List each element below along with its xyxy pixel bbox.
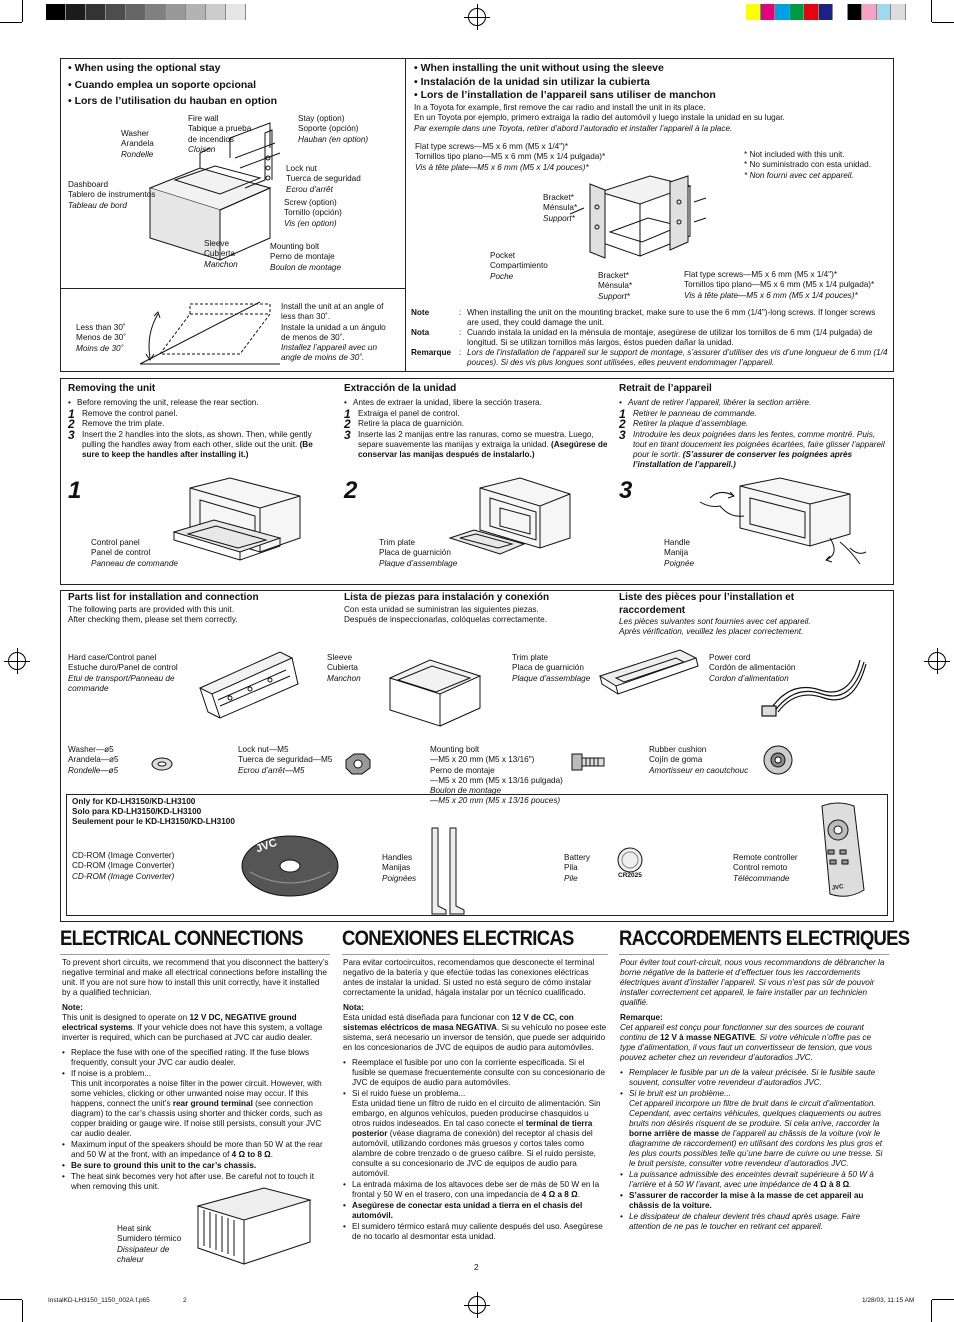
footer-file: InstalKD-LH3150_1150_002A f.p65 — [48, 1297, 150, 1304]
handles-drawing — [428, 826, 468, 916]
label-not-included: * Not included with this unit. * No suministrado con esta unidad. * Non fourni avec cet appareil. — [744, 150, 871, 180]
color-swatch — [848, 4, 863, 20]
lock-nut-drawing — [344, 752, 374, 776]
color-swatch — [206, 4, 226, 20]
color-swatch — [66, 4, 86, 20]
registration-mark-top — [468, 8, 486, 26]
bracket-diagram — [570, 172, 710, 282]
crop-mark — [932, 22, 954, 23]
label-bracket-2: Bracket* Ménsula* Support* — [598, 271, 633, 301]
label-bracket-1: Bracket* Ménsula* Support* — [543, 193, 578, 223]
step3-diagram — [700, 478, 870, 568]
stay-heading: • When using the optional stay • Cuando emplea un soporte opcional • Lors de l’utilisation du hauban en option — [68, 62, 278, 108]
parts-fr: Liste des pièces pour l’installation et raccordement Les pièces suivantes sont fournies avec cet appareil. Après vérification, veuillez les placer correctement. — [619, 592, 811, 636]
elec-title-en: ELECTRICAL CONNECTIONS — [60, 927, 303, 950]
crop-mark — [22, 0, 23, 22]
hard-case-drawing — [190, 648, 300, 728]
label-flat-screws-2: Flat type screws—M5 x 6 mm (M5 x 1/4")* Tornillos tipo plano—M5 x 6 mm (M5 x 1/4 pulgada)* Vis à tête plate—M5 x 6 mm (M5 x 1/4 pouces)* — [684, 270, 875, 300]
label-washer-5: Washer—ø5 Arandela—ø5 Rondelle—ø5 — [68, 745, 119, 775]
footer-file-page: 2 — [183, 1297, 187, 1304]
lh3150-only-heading: Only for KD-LH3150/KD-LH3100 Solo para KD-LH3150/KD-LH3100 Seulement pour le KD-LH3150/KD-LH3100 — [72, 797, 235, 826]
label-part-sleeve: Sleeve Cubierta Manchon — [327, 653, 361, 683]
elec-title-fr: RACCORDEMENTS ELECTRIQUES — [619, 927, 910, 950]
installation-divider — [405, 58, 406, 372]
heat-sink-drawing — [194, 1186, 314, 1266]
label-stay: Stay (option) Soporte (opción) Hauban (en option) — [298, 114, 369, 144]
registration-mark-left — [8, 652, 26, 670]
label-trim-plate: Trim plate Placa de guarnición Plaque d’assemblage — [379, 538, 458, 568]
mounting-bolt-drawing — [570, 748, 610, 778]
step-number-3: 3 — [619, 477, 633, 504]
color-swatch — [126, 4, 146, 20]
crop-mark — [0, 1299, 22, 1300]
step2-diagram — [440, 478, 580, 568]
label-mounting-bolt: Mounting bolt Perno de montaje Boulon de montage — [270, 242, 342, 272]
label-handles: Handles Manijas Poignées — [382, 853, 417, 883]
label-less-than-30: Less than 30˚ Menos de 30˚ Moins de 30˚ — [76, 323, 127, 353]
elec-fr: Pour éviter tout court-circuit, nous vous recommandons de débrancher la borne négative de la batterie et d’effectuer tous les raccordements électriques avant d’installer l’appareil. Si vous n’est pas sûr de pouvoir installer correctement cet appareil, le faire installer par un technicien qualifié. Remarque: Cet appareil est conçu pour fonctionner sur des sources de courant continu de 12 V à masse NEGATIVE. Si votre véhicule n’offre pas ce type d’alimentation, il vous faut un convertisseur de tension, que vous pouvez acheter chez un revendeur d’autoradios JVC. • Remplacer le fusible par un de la valeur précisée. Si le fusible saute souvent, consulter votre revendeur d’autoradios JVC. • Si le bruit est un problème... Cet appareil incorpore un filtre de bruit dans le circuit d’alimentation. Cependant, avec certains véhicules, quelques claquements ou autres bruits non désirés risquent de se produire. Si cela arrive, raccorder la borne arrière de masse de l’appareil au châssis de la voiture (voir le diagramme de raccordement) en utilisant des cordons les plus gros et les plus courts possibles telle qu’une barre de cuivre ou une tresse. Si le bruit persiste, consulter votre revendeur d’autoradios JVC. • La puissance admissible des enceintes devrait supérieure à 50 W à l’arrière et à 50 W l’avant, avec une impédance de 4 Ω à 8 Ω. • S’assurer de raccorder la mise à la masse de cet appareil au châssis de la voiture. • Le dissipateur de chaleur devient très chaud après usage. Faire attention de ne pas le toucher en retirant cet appareil. — [620, 958, 888, 1233]
trim-plate-drawing — [596, 650, 706, 710]
rubber-cushion-drawing — [760, 744, 800, 780]
step1-diagram — [170, 478, 310, 568]
crop-mark — [22, 1300, 23, 1322]
nosleeve-notes: Note : When installing the unit on the mounting bracket, make sure to use the 6 mm (1/4")-long screws. If longer screws are used, they could damage the unit. Nota : Cuando instala la unidad en la ménsula de montaje, asegúrese de utilizar los tornillos de 6 mm (1/4 pulgada) de longitud. Si se utilizan tornillos más largos, éstos pueden dañar la unidad. Remarque : Lors de l’installation de l’appareil sur le support de montage, s’assurer d’utiliser des vis d’une longueur de 6 mm (1/4 pouces). Si des vis plus longues sont utilisées, elles peuvent endommager l’appareil. — [411, 308, 888, 367]
rule-fr — [619, 954, 889, 955]
color-swatch — [891, 4, 906, 20]
color-swatch — [746, 4, 761, 20]
washer-drawing — [150, 756, 180, 776]
label-locknut: Lock nut Tuerca de seguridad Ecrou d’arrêt — [286, 164, 361, 194]
rule-en — [60, 954, 330, 955]
label-remote: Remote controller Control remoto Télécommande — [733, 853, 798, 883]
color-swatch — [106, 4, 126, 20]
remote-drawing — [808, 800, 878, 910]
label-control-panel: Control panel Panel de control Panneau de commande — [91, 538, 178, 568]
label-lock-nut-m5: Lock nut—M5 Tuerca de seguridad—M5 Ecrou d’arrêt—M5 — [238, 745, 333, 775]
color-swatch — [775, 4, 790, 20]
cdrom-logo: JVC — [254, 836, 279, 856]
color-calibration-strip — [746, 4, 906, 20]
color-swatch — [146, 4, 166, 20]
label-heat-sink: Heat sink Sumidero térmico Dissipateur de chaleur — [117, 1224, 182, 1264]
step-number-1: 1 — [68, 477, 82, 504]
label-hard-case: Hard case/Control panel Estuche duro/Panel de control Etui de transport/Panneau de commande — [68, 653, 178, 693]
label-pocket: Pocket Compartimiento Poche — [490, 251, 548, 281]
crop-mark — [932, 1299, 954, 1300]
label-firewall: Fire wall Tabique a prueba de incendios Cloison — [188, 114, 252, 154]
parts-en: Parts list for installation and connection The following parts are provided with this unit. After checking them, please set them correctly. — [68, 592, 259, 624]
crop-mark — [931, 0, 932, 22]
battery-type: CR2025 — [618, 872, 642, 879]
color-swatch — [761, 4, 776, 20]
page-number: 2 — [474, 1263, 479, 1272]
label-mounting-bolt-m5: Mounting bolt —M5 x 20 mm (M5 x 13/16") Perno de montaje —M5 x 20 mm (M5 x 13/16 pulgada) Boulon de montage —M5 x 20 mm (M5 x 13/16 pouces) — [430, 745, 563, 806]
crop-mark — [931, 1300, 932, 1322]
parts-es: Lista de piezas para instalación y conexión Con esta unidad se suministran las siguientes piezas. Después de inspeccionarlas, colóquelas correctamente. — [344, 592, 550, 624]
color-swatch — [186, 4, 206, 20]
label-angle: Install the unit at an angle of less than 30˚. Instale la unidad a un ángulo de menos de 30˚. Installez l’appareil avec un angle de moins de 30˚. — [281, 302, 386, 363]
step-number-2: 2 — [344, 477, 358, 504]
rule-es — [342, 954, 608, 955]
color-swatch — [862, 4, 877, 20]
crop-mark — [0, 22, 22, 23]
color-swatch — [833, 4, 848, 20]
gray-calibration-strip — [46, 4, 246, 20]
angle-diagram — [130, 294, 290, 374]
removing-es: Extracción de la unidad • Antes de extraer la unidad, libere la sección trasera. 1 Extraiga el panel de control. 2 Retire la placa de guarnición. 3 Inserte las 2 manijas entre las ranuras, como se muestra. Luego, separe suavemente las manijas y extraiga la unidad. (Asegúrese de conservar las manijas después de instalarlo.) — [344, 383, 608, 460]
color-swatch — [166, 4, 186, 20]
registration-mark-right — [928, 652, 946, 670]
elec-title-es: CONEXIONES ELECTRICAS — [342, 927, 574, 950]
color-swatch — [804, 4, 819, 20]
removing-fr: Retrait de l’appareil • Avant de retirer l’appareil, libérer la section arrière. 1 Retirer le panneau de commande. 2 Retirer la plaque d’assemblage. 3 Introduire les deux poignées dans les fentes, comme montré. Puis, tout en tirant doucement les poignées écartées, faire glisser l’appareil pour le sortir. (S’assurer de conserver les poignées après l’installation de l’appareil.) — [619, 383, 889, 470]
footer-date: 1/28/03, 11:15 AM — [862, 1297, 915, 1304]
registration-mark-bottom — [468, 1296, 486, 1314]
label-power-cord: Power cord Cordón de alimentación Cordon d’alimentation — [709, 653, 796, 683]
color-swatch — [46, 4, 66, 20]
color-swatch — [226, 4, 246, 20]
nosleeve-intro: In a Toyota for example, first remove the car radio and install the unit in its place. En un Toyota por ejemplo, primero extraiga la radio del automóvil y luego instale la unidad en su lugar. Par exemple dans une Toyota, retirer d’abord l’autoradio et installer l’appareil à la place. — [414, 103, 785, 133]
color-swatch — [86, 4, 106, 20]
removing-en: Removing the unit • Before removing the unit, release the rear section. 1 Remove the control panel. 2 Remove the trim plate. 3 Insert the 2 handles into the slots, as shown. Then, while gently pulling the handles away from each other, slide out the unit. (Be sure to keep the handles after installing it.) — [68, 383, 328, 460]
elec-es: Para evitar cortocircuitos, recomendamos que desconecte el terminal negativo de la batería y que efectúe todas las conexiones eléctricas antes de instalar la unidad. Si usted no está seguro de cómo instalar correctamente la unidad, hágala instalar por un técnico cualificado. Nota: Esta unidad está diseñada para funcionar con 12 V de CC, con sistemas eléctricos de masa NEGATIVA. Si su vehículo no posee este sistema, será necesario un inversor de tensión, que puede ser adquirido en los concesionarios de JVC de equipos de audio para automóviles. • Reemplace el fusible por uno con la corriente especificada. Si el fusible se quemase frecuentemente consulte con su concesionario de JVC de equipos de audio para automóviles. • Si el ruido fuese un problema... Esta unidad tiene un filtro de ruido en el circuito de alimentación. Sin embargo, en algunos vehículos, pueden producirse chasquidos u otros ruidos indeseados. En tal caso conecte el terminal de tierra posterior (véase diagrama de conexión) del receptor al chasis del automóvil, utilizando cordones más gruesos y cortos tales como alambre de cobre trenzado o de grueso calibre. Si el ruido persiste, consulte a su concesionario de JVC de equipos de audio para automóvil. • La entrada máxima de los altavoces debe ser de más de 50 W en la frontal y 50 W en el trasero, con una impedancia de 4 Ω a 8 Ω. • Asegúrese de conectar esta unidad a tierra en el chasis del automóvil. • El sumidero térmico estará muy caliente después del uso. Asegúrese de no tocarlo al desmontar esta unidad. — [343, 958, 609, 1243]
sleeve-drawing — [380, 648, 490, 728]
label-rubber-cushion: Rubber cushion Cojín de goma Amortisseur en caoutchouc — [649, 745, 749, 775]
label-battery: Battery Pila Pile — [564, 853, 590, 883]
remote-logo: JVC — [831, 884, 844, 892]
color-swatch — [819, 4, 834, 20]
label-part-trim: Trim plate Placa de guarnición Plaque d’assemblage — [512, 653, 591, 683]
installation-divider-h — [60, 288, 405, 289]
label-cdrom: CD-ROM (Image Converter) CD-ROM (Image Converter) CD-ROM (Image Converter) — [72, 851, 175, 881]
color-swatch — [790, 4, 805, 20]
label-flat-screws-1: Flat type screws—M5 x 6 mm (M5 x 1/4")* Tornillos tipo plano—M5 x 6 mm (M5 x 1/4 pulgada)* Vis à tête plate—M5 x 6 mm (M5 x 1/4 pouces)* — [415, 142, 606, 172]
nosleeve-heading: • When installing the unit without using the sleeve • Instalación de la unidad sin utilizar la cubierta • Lors de l’installation de l’appareil sans utiliser de manchon — [414, 62, 716, 102]
label-dashboard: Dashboard Tablero de instrumentos Tableau de bord — [68, 180, 156, 210]
label-washer: Washer Arandela Rondelle — [121, 129, 154, 159]
label-screw: Screw (option) Tornillo (opción) Vis (en option) — [284, 198, 342, 228]
elec-en: To prevent short circuits, we recommend that you disconnect the battery’s negative terminal and make all electrical connections before installing the unit. If you are not sure how to install this unit correctly, have it installed by a qualified technician. Note: This unit is designed to operate on 12 V DC, NEGATIVE ground electrical systems. If your vehicle does not have this system, a voltage inverter is required, which can be purchased at JVC car audio dealer. • Replace the fuse with one of the specified rating. If the fuse blows frequently, consult your JVC car audio dealer. • If noise is a problem... This unit incorporates a noise filter in the power circuit. However, with some vehicles, clicking or other unwanted noise may occur. If this happens, connect the unit’s rear ground terminal (see connection diagram) to the car’s chassis using shorter and thicker cords, such as copper braiding or gauge wire. If noise still persists, consult your JVC car audio dealer. • Maximum input of the speakers should be more than 50 W at the rear and 50 W at the front, with an impedance of 4 Ω to 8 Ω. • Be sure to ground this unit to the car’s chassis. • The heat sink becomes very hot after use. Be careful not to touch it when removing this unit. — [62, 958, 330, 1193]
color-swatch — [877, 4, 892, 20]
label-handle: Handle Manija Poignée — [664, 538, 695, 568]
label-sleeve: Sleeve Cubierta Manchon — [204, 239, 238, 269]
